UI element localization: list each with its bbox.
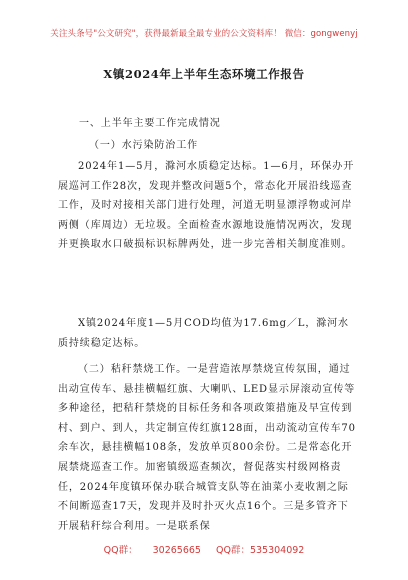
paragraph-straw-burning: （二）秸秆禁烧工作。一是营造浓厚禁烧宣传氛围，通过出动宣传车、悬挂横幅红旗、大喇叭、LED显示屏滚动宣传等多种途径，把秸秆禁烧的目标任务和各项政策措施及早宣传到村、到户、到人，共定制宣传红旗128面，出动流动宣传车70余车次，悬挂横幅108条，发放单页800余份。二是常态化开展禁烧巡查工作。加密镇级巡查频次，督促落实村级网格责任，2024年度镇环保办联合城管支队等在油菜小麦收割之际不间断巡查17天，发现并及时扑灭火点16个。三是多管齐下开展秸秆综合利用。一是联系保 (58, 364, 356, 532)
paragraph-water-patrol: 2024年1—5月，滁河水质稳定达标。1—6月，环保办开展巡河工作28次，发现并整改问题5个，常态化开展沿线巡查工作，及时对接相关部门进行处理，河道无明显漂浮物或河岸两侧（库周边）无垃圾。全面检查水源地设施情况两次，发现并更换取水口破损标识标牌两处，进一步完善相关制度准则。 (58, 161, 355, 251)
section-heading: 一、上半年主要工作完成情况 (79, 118, 221, 129)
qq-group-footer: QQ群： 30265665 QQ群：535304092 (103, 545, 305, 556)
promo-banner: 关注头条号"公文研究"，获得最新最全最专业的公文资料库！ 微信：gongwenyj (50, 29, 358, 39)
document-title: X镇2024年上半年生态环境工作报告 (103, 67, 305, 81)
subsection-heading: （一）水污染防治工作 (89, 140, 198, 151)
paragraph-cod-value: X镇2024年度1—5月COD均值为17.6mg／L，滁河水质持续稳定达标。 (58, 318, 349, 349)
